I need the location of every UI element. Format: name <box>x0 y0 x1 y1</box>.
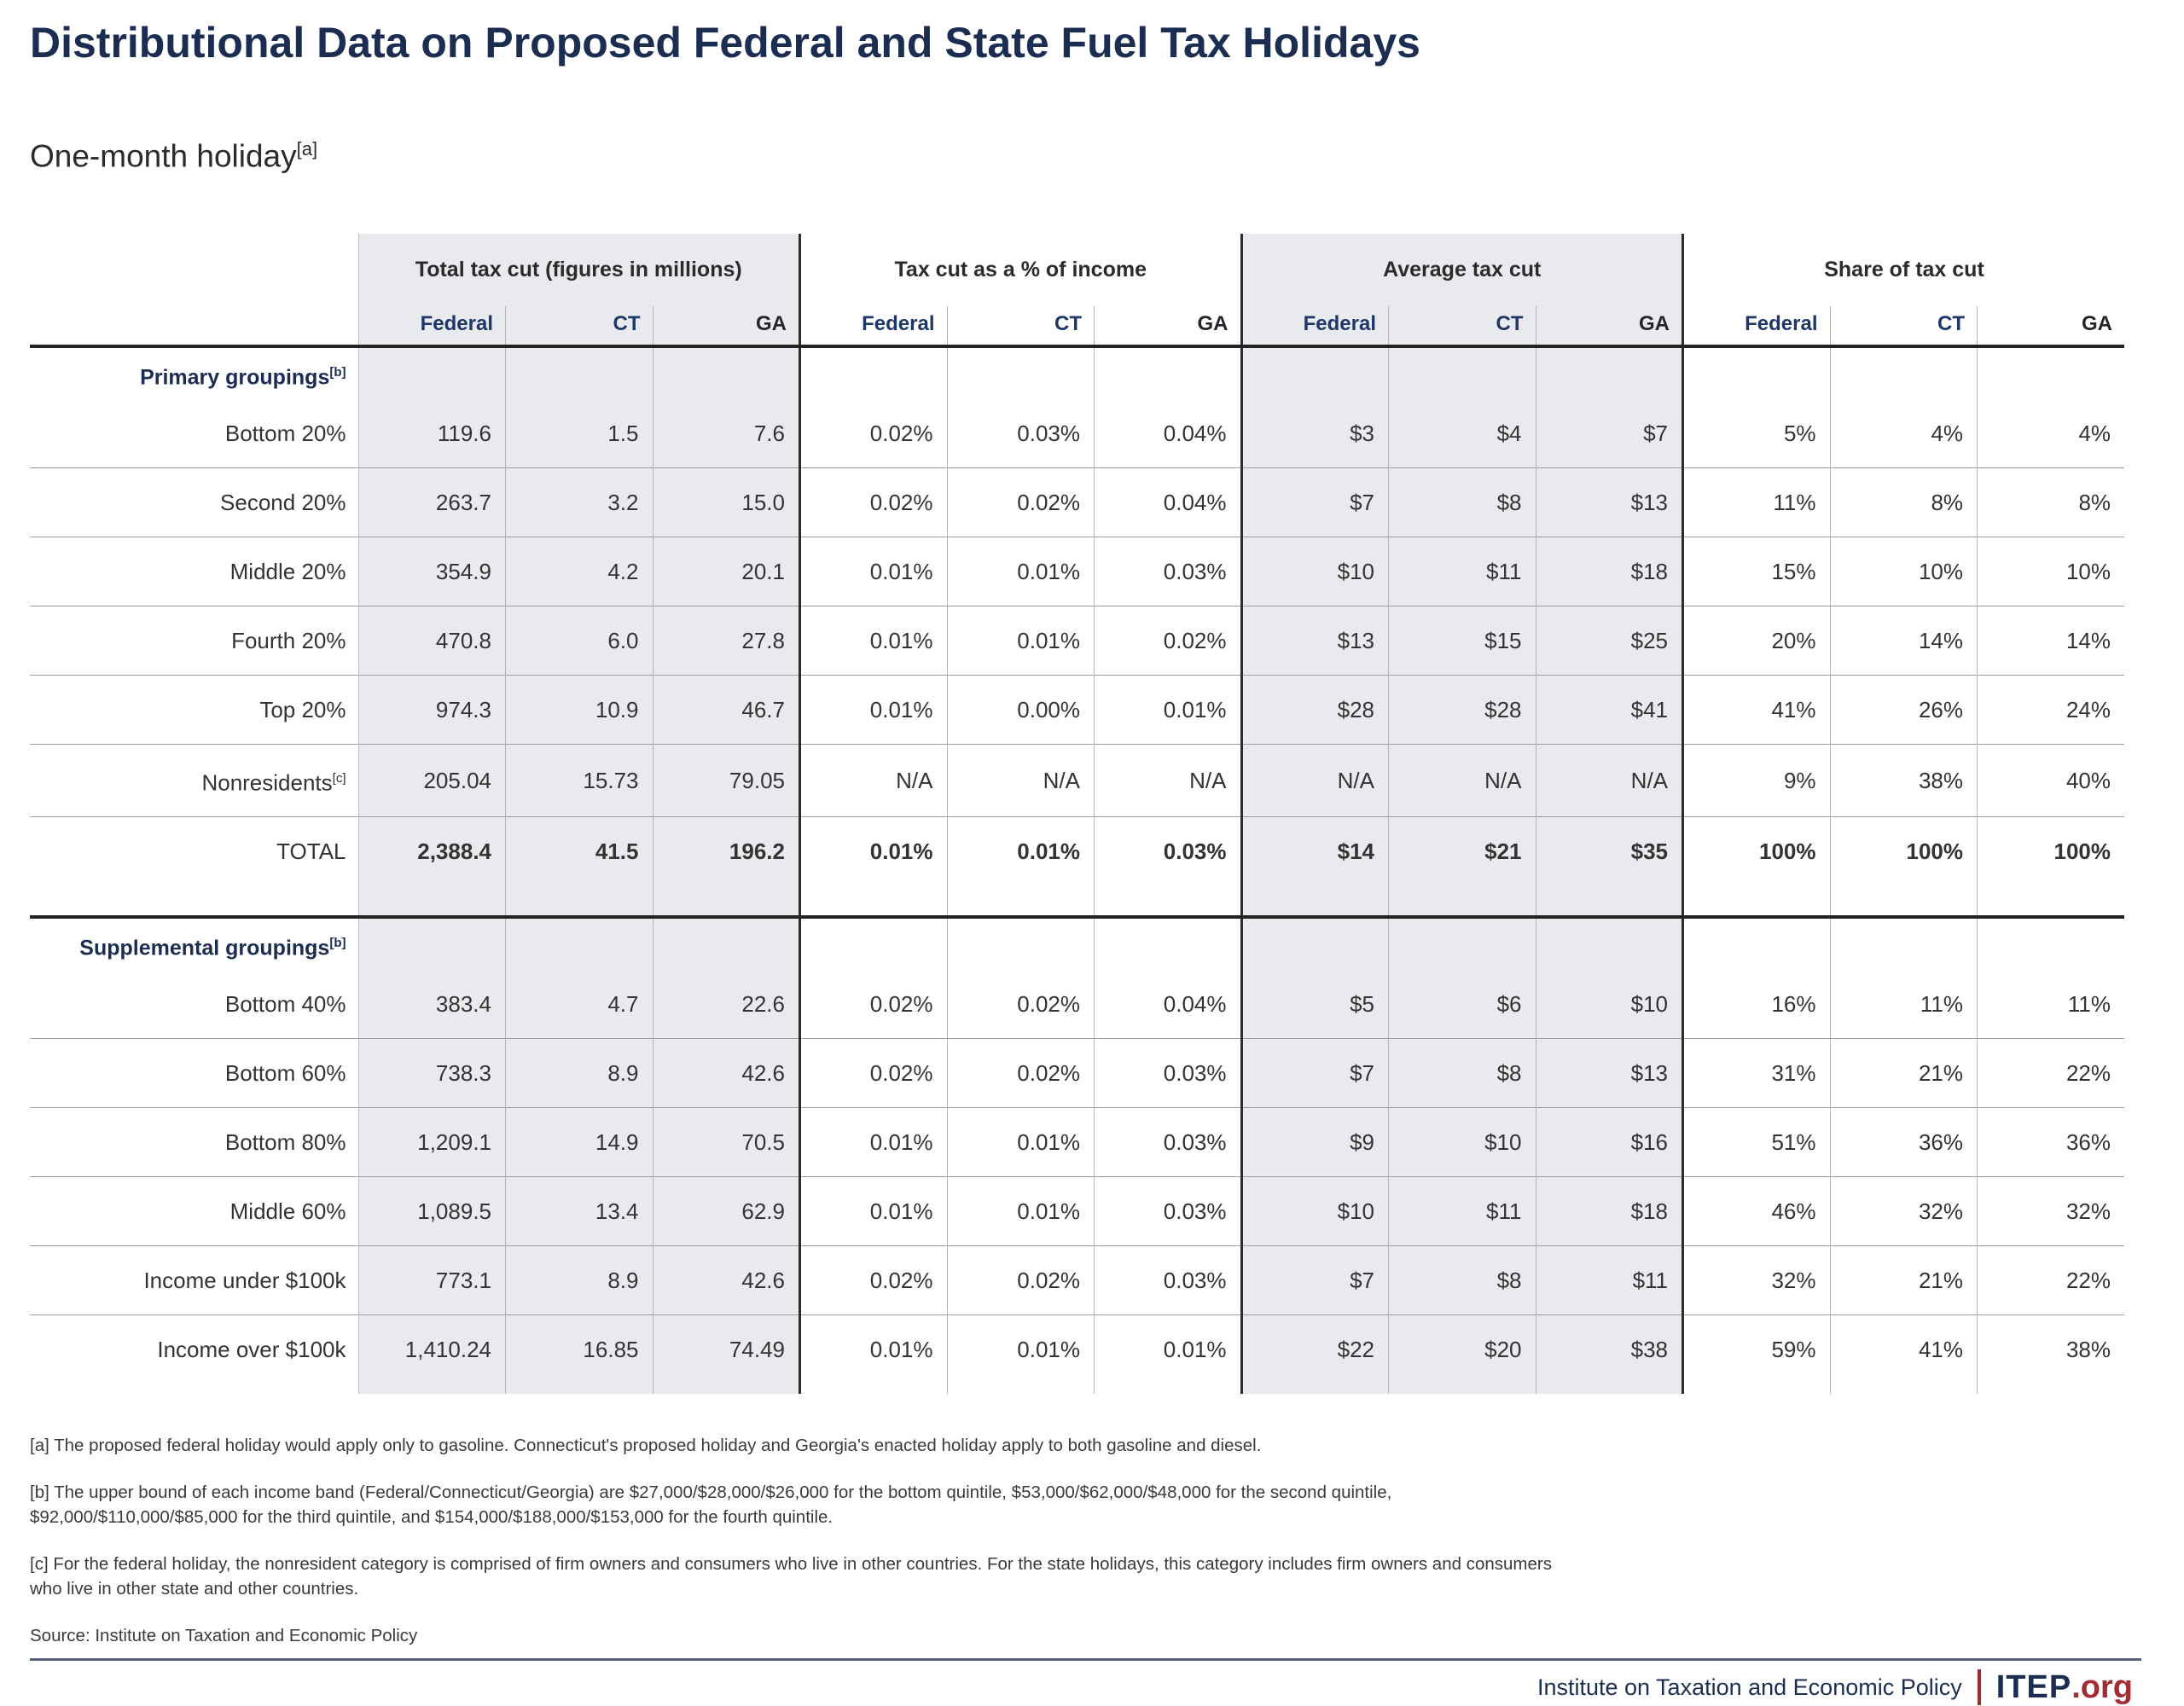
section-spacer-cell <box>1389 917 1536 969</box>
table-cell: 8% <box>1978 467 2125 537</box>
column-header: GA <box>1978 306 2125 346</box>
section-spacer-cell <box>1978 917 2125 969</box>
table-cell: 0.01% <box>800 606 948 675</box>
corner-cell <box>30 306 358 346</box>
table-cell: 10% <box>1830 537 1978 606</box>
row-label: Fourth 20% <box>30 606 358 675</box>
table-cell: $25 <box>1536 606 1683 675</box>
table-cell: 42.6 <box>653 1038 800 1107</box>
section-spacer-cell <box>1536 346 1683 398</box>
table-cell: 11% <box>1683 467 1831 537</box>
table-cell: $3 <box>1241 399 1389 468</box>
table-cell: 16% <box>1683 970 1831 1039</box>
table-cell: 0.03% <box>1095 1176 1242 1245</box>
table-row <box>30 606 2124 675</box>
table-cell: $38 <box>1536 1314 1683 1394</box>
section-spacer-cell <box>653 346 800 398</box>
table-cell: $28 <box>1389 675 1536 744</box>
column-header: Federal <box>358 306 506 346</box>
table-cell: 0.01% <box>947 817 1095 918</box>
section-spacer-cell <box>1978 346 2125 398</box>
itep-logo-suffix: .org <box>2071 1668 2133 1705</box>
table-row <box>30 1038 2124 1107</box>
table-row <box>30 1245 2124 1314</box>
table-cell: 41% <box>1683 675 1831 744</box>
table-cell: 22% <box>1978 1038 2125 1107</box>
table-cell: $16 <box>1536 1107 1683 1176</box>
table-cell: 14.9 <box>506 1107 653 1176</box>
footnote: [c] For the federal holiday, the nonresident category is comprised of firm owners and consumers who live in other countries. For the state holidays, this category includes firm owners and consumers who live in other state and other countries. <box>30 1553 1552 1599</box>
table-cell: $14 <box>1241 817 1389 918</box>
table-cell: 4% <box>1978 399 2125 468</box>
section-spacer-cell <box>1536 917 1683 969</box>
footnotes <box>30 1433 1557 1601</box>
corner-cell <box>30 234 358 306</box>
table-cell: N/A <box>1536 744 1683 817</box>
table-cell: 0.04% <box>1095 467 1242 537</box>
section-spacer-cell <box>358 917 506 969</box>
table-row <box>30 1314 2124 1394</box>
row-label: Income under $100k <box>30 1245 358 1314</box>
table-row <box>30 817 2124 918</box>
table-cell: 0.02% <box>800 1038 948 1107</box>
table-cell: 0.01% <box>947 1314 1095 1394</box>
table-cell: 10.9 <box>506 675 653 744</box>
table-cell: $4 <box>1389 399 1536 468</box>
row-label: Middle 60% <box>30 1176 358 1245</box>
table-cell: $7 <box>1241 1038 1389 1107</box>
section-header-row <box>30 917 2124 969</box>
table-cell: 15.73 <box>506 744 653 817</box>
row-label: Top 20% <box>30 675 358 744</box>
footer <box>30 1669 2133 1706</box>
row-label: Middle 20% <box>30 537 358 606</box>
table-cell: 0.03% <box>1095 1038 1242 1107</box>
section-spacer-cell <box>800 346 948 398</box>
group-header: Share of tax cut <box>1683 234 2125 306</box>
table-cell: 46.7 <box>653 675 800 744</box>
table-cell: 51% <box>1683 1107 1831 1176</box>
section-footnote-marker: [b] <box>329 936 346 951</box>
row-label: Bottom 80% <box>30 1107 358 1176</box>
table-cell: 1,089.5 <box>358 1176 506 1245</box>
table-cell: 20% <box>1683 606 1831 675</box>
row-label: TOTAL <box>30 817 358 918</box>
table-header <box>30 234 2124 346</box>
table-cell: 0.02% <box>800 399 948 468</box>
table-cell: 70.5 <box>653 1107 800 1176</box>
page-title: Distributional Data on Proposed Federal and State Fuel Tax Holidays <box>30 19 1420 67</box>
table-cell: 14% <box>1830 606 1978 675</box>
table-cell: $7 <box>1241 467 1389 537</box>
column-header: CT <box>506 306 653 346</box>
table-cell: 36% <box>1978 1107 2125 1176</box>
section-spacer-cell <box>1389 346 1536 398</box>
table-cell: 46% <box>1683 1176 1831 1245</box>
table-cell: 62.9 <box>653 1176 800 1245</box>
itep-logo-main: ITEP <box>1995 1668 2072 1705</box>
table-row <box>30 744 2124 817</box>
source-note: Source: Institute on Taxation and Economic Policy <box>30 1625 418 1645</box>
table-cell: N/A <box>800 744 948 817</box>
table-cell: 0.02% <box>1095 606 1242 675</box>
table-cell: 0.03% <box>1095 817 1242 918</box>
table-cell: 4% <box>1830 399 1978 468</box>
table-cell: 31% <box>1683 1038 1831 1107</box>
table-body <box>30 346 2124 1393</box>
table-cell: 0.02% <box>947 1038 1095 1107</box>
table-cell: 2,388.4 <box>358 817 506 918</box>
table-cell: 41.5 <box>506 817 653 918</box>
row-label: Nonresidents[c] <box>30 744 358 817</box>
column-header: CT <box>1389 306 1536 346</box>
table-cell: 20.1 <box>653 537 800 606</box>
table-cell: 32% <box>1683 1245 1831 1314</box>
section-spacer-cell <box>506 346 653 398</box>
table-cell: $8 <box>1389 1245 1536 1314</box>
table-cell: $18 <box>1536 1176 1683 1245</box>
table-cell: 470.8 <box>358 606 506 675</box>
table-cell: 0.02% <box>947 970 1095 1039</box>
table-cell: 0.02% <box>800 467 948 537</box>
section-spacer-cell <box>1830 917 1978 969</box>
table-cell: 22% <box>1978 1245 2125 1314</box>
table-cell: 100% <box>1978 817 2125 918</box>
table-cell: 0.02% <box>947 1245 1095 1314</box>
table-cell: 0.01% <box>947 1176 1095 1245</box>
table-cell: 4.2 <box>506 537 653 606</box>
column-header-row <box>30 306 2124 346</box>
section-spacer-cell <box>1683 346 1831 398</box>
table-cell: 0.03% <box>1095 1245 1242 1314</box>
table-cell: 38% <box>1830 744 1978 817</box>
table-cell: $35 <box>1536 817 1683 918</box>
table-cell: $11 <box>1389 537 1536 606</box>
itep-logo <box>1996 1669 2133 1706</box>
table-cell: N/A <box>1389 744 1536 817</box>
table-row <box>30 1107 2124 1176</box>
table-cell: 11% <box>1830 970 1978 1039</box>
column-header: GA <box>1095 306 1242 346</box>
table-cell: 13.4 <box>506 1176 653 1245</box>
section-spacer-cell <box>947 346 1095 398</box>
row-label: Income over $100k <box>30 1314 358 1394</box>
table-cell: $41 <box>1536 675 1683 744</box>
table-cell: $10 <box>1536 970 1683 1039</box>
row-label: Bottom 20% <box>224 420 346 446</box>
column-header: CT <box>947 306 1095 346</box>
section-spacer-cell <box>1241 346 1389 398</box>
table-cell: 0.01% <box>947 1107 1095 1176</box>
column-header: GA <box>653 306 800 346</box>
table-cell: 24% <box>1978 675 2125 744</box>
table-cell: 0.01% <box>947 606 1095 675</box>
table-row <box>30 537 2124 606</box>
table-cell: $8 <box>1389 467 1536 537</box>
table-row <box>30 1176 2124 1245</box>
table-cell: 14% <box>1978 606 2125 675</box>
table-cell: 79.05 <box>653 744 800 817</box>
section-spacer-cell <box>1241 917 1389 969</box>
column-header: CT <box>1830 306 1978 346</box>
table-cell: 11% <box>1978 970 2125 1039</box>
subtitle-text: One-month holiday <box>30 138 297 174</box>
group-header: Tax cut as a % of income <box>800 234 1242 306</box>
group-header-row <box>30 234 2124 306</box>
table-cell: 32% <box>1830 1176 1978 1245</box>
footer-org-name: Institute on Taxation and Economic Policy <box>1536 1674 1962 1700</box>
section-spacer-cell <box>1683 917 1831 969</box>
table-cell: $15 <box>1389 606 1536 675</box>
table-cell: 36% <box>1830 1107 1978 1176</box>
table-cell: 738.3 <box>358 1038 506 1107</box>
table-cell: 15.0 <box>653 467 800 537</box>
table-cell: 0.01% <box>947 537 1095 606</box>
column-header: GA <box>1536 306 1683 346</box>
table-cell: $9 <box>1241 1107 1389 1176</box>
table-cell: 0.01% <box>800 1314 948 1394</box>
section-spacer-cell <box>947 917 1095 969</box>
table-row <box>30 399 2124 468</box>
table-cell: 10% <box>1978 537 2125 606</box>
table-cell: 0.04% <box>1095 970 1242 1039</box>
table-cell: 119.6 <box>358 399 506 468</box>
footer-divider-bar <box>1978 1669 1981 1705</box>
table-cell: 42.6 <box>653 1245 800 1314</box>
table-cell: 0.01% <box>800 675 948 744</box>
group-header: Average tax cut <box>1241 234 1683 306</box>
table-cell: 26% <box>1830 675 1978 744</box>
subtitle <box>30 131 2154 174</box>
table-cell: 0.01% <box>1095 1314 1242 1394</box>
table-cell: 0.04% <box>1095 399 1242 468</box>
section-header-row <box>30 346 2124 398</box>
table-cell: 1,209.1 <box>358 1107 506 1176</box>
section-spacer-cell <box>1830 346 1978 398</box>
table-cell: 0.01% <box>1095 675 1242 744</box>
table-cell: 0.02% <box>800 970 948 1039</box>
table-cell: $10 <box>1389 1107 1536 1176</box>
table-cell: $22 <box>1241 1314 1389 1394</box>
table-cell: $13 <box>1536 467 1683 537</box>
table-cell: N/A <box>1095 744 1242 817</box>
table-cell: 974.3 <box>358 675 506 744</box>
table-cell: 9% <box>1683 744 1831 817</box>
table-cell: 0.02% <box>947 467 1095 537</box>
table-cell: 0.03% <box>1095 1107 1242 1176</box>
group-header: Total tax cut (figures in millions) <box>358 234 800 306</box>
fuel-tax-table <box>30 234 2124 1393</box>
table-cell: $5 <box>1241 970 1389 1039</box>
section-spacer-cell <box>506 917 653 969</box>
section-spacer-cell <box>653 917 800 969</box>
row-label: Bottom 40% <box>224 990 346 1017</box>
footnote: [b] The upper bound of each income band (Federal/Connecticut/Georgia) are $27,000/$28,000/$26,000 for the bottom quintile, $53,000/$62,000/$48,000 for the second quintile, $92,000/$110,000/$85,000 for the third quintile, and $154,000/$188,000/$153,000 for the fourth quintile. <box>30 1482 1392 1527</box>
table-cell: 0.03% <box>947 399 1095 468</box>
table-cell: $10 <box>1241 1176 1389 1245</box>
table-cell: 74.49 <box>653 1314 800 1394</box>
table-cell: 5% <box>1683 399 1831 468</box>
table-cell: $11 <box>1389 1176 1536 1245</box>
table-cell: N/A <box>947 744 1095 817</box>
row-footnote-marker: [c] <box>332 770 346 786</box>
footer-rule <box>30 1658 2141 1661</box>
table-cell: 21% <box>1830 1245 1978 1314</box>
table-cell: 196.2 <box>653 817 800 918</box>
table-cell: $21 <box>1389 817 1536 918</box>
table-cell: $11 <box>1536 1245 1683 1314</box>
table-cell: 0.00% <box>947 675 1095 744</box>
section-spacer-cell <box>800 917 948 969</box>
section-spacer-cell <box>1095 346 1242 398</box>
table-cell: $28 <box>1241 675 1389 744</box>
table-cell: 8.9 <box>506 1038 653 1107</box>
table-cell: $8 <box>1389 1038 1536 1107</box>
table-cell: 354.9 <box>358 537 506 606</box>
table-cell: 0.01% <box>800 537 948 606</box>
table-cell: $10 <box>1241 537 1389 606</box>
table-cell: 40% <box>1978 744 2125 817</box>
row-label: Second 20% <box>30 467 358 537</box>
table-row <box>30 970 2124 1039</box>
table-cell: 0.02% <box>800 1245 948 1314</box>
section-footnote-marker: [b] <box>329 365 346 380</box>
section-header: Primary groupings[b] <box>140 365 346 390</box>
table-cell: $6 <box>1389 970 1536 1039</box>
table-cell: 27.8 <box>653 606 800 675</box>
table-cell: $7 <box>1241 1245 1389 1314</box>
table-cell: 205.04 <box>358 744 506 817</box>
table-cell: 100% <box>1830 817 1978 918</box>
table-cell: 0.03% <box>1095 537 1242 606</box>
section-spacer-cell <box>1095 917 1242 969</box>
table-cell: 8% <box>1830 467 1978 537</box>
table-cell: 6.0 <box>506 606 653 675</box>
subtitle-footnote-marker: [a] <box>296 138 318 160</box>
column-header: Federal <box>1241 306 1389 346</box>
table-row <box>30 675 2124 744</box>
table-cell: 59% <box>1683 1314 1831 1394</box>
section-header: Supplemental groupings[b] <box>30 917 358 969</box>
row-label: Bottom 60% <box>30 1038 358 1107</box>
table-cell: $20 <box>1389 1314 1536 1394</box>
table-cell: 0.01% <box>800 1107 948 1176</box>
table-cell: 32% <box>1978 1176 2125 1245</box>
footnote: [a] The proposed federal holiday would apply only to gasoline. Connecticut's proposed holiday and Georgia's enacted holiday apply to both gasoline and diesel. <box>30 1435 1262 1455</box>
table-cell: 3.2 <box>506 467 653 537</box>
table-cell: $7 <box>1536 399 1683 468</box>
table-cell: 22.6 <box>653 970 800 1039</box>
table-cell: 263.7 <box>358 467 506 537</box>
table-cell: $13 <box>1241 606 1389 675</box>
table-cell: 1.5 <box>506 399 653 468</box>
section-spacer-cell <box>358 346 506 398</box>
table-cell: 773.1 <box>358 1245 506 1314</box>
table-cell: $18 <box>1536 537 1683 606</box>
column-header: Federal <box>1683 306 1831 346</box>
table-cell: 0.01% <box>800 817 948 918</box>
table-cell: 0.01% <box>800 1176 948 1245</box>
column-header: Federal <box>800 306 948 346</box>
table-row <box>30 467 2124 537</box>
table-cell: 8.9 <box>506 1245 653 1314</box>
table-cell: 1,410.24 <box>358 1314 506 1394</box>
table-cell: 100% <box>1683 817 1831 918</box>
table-cell: 41% <box>1830 1314 1978 1394</box>
table-cell: 15% <box>1683 537 1831 606</box>
table-cell: 38% <box>1978 1314 2125 1394</box>
table-cell: 21% <box>1830 1038 1978 1107</box>
table-cell: 4.7 <box>506 970 653 1039</box>
table-cell: 16.85 <box>506 1314 653 1394</box>
table-cell: $13 <box>1536 1038 1683 1107</box>
table-cell: 383.4 <box>358 970 506 1039</box>
table-cell: N/A <box>1241 744 1389 817</box>
table-cell: 7.6 <box>653 399 800 468</box>
